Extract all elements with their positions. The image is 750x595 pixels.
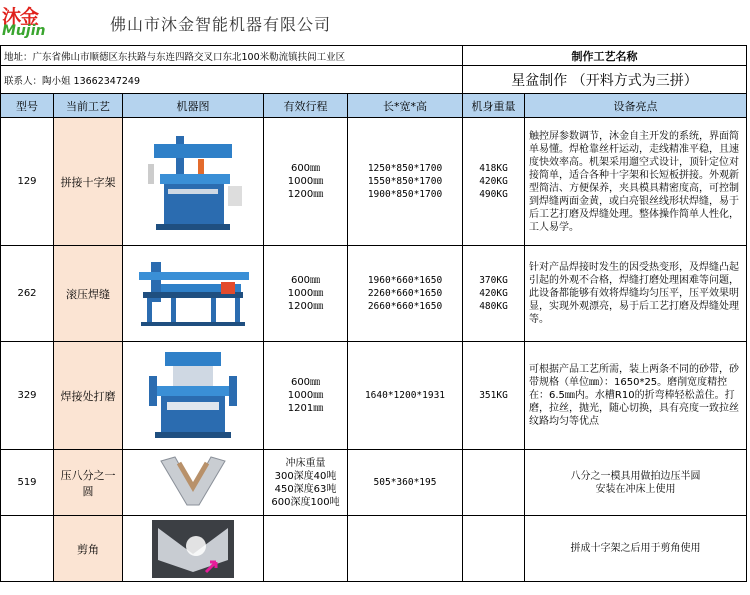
logo-text-cn: 沐金 (2, 6, 39, 28)
company-logo (2, 2, 44, 42)
weight-value: 420KG (479, 288, 508, 299)
features-cell: 可根据产品工艺所需，装上两条不同的砂带，砂带规格（单位㎜）：1650*25。磨削宽度精控在：6.5㎜内。水槽R10的折弯棒轻松盖住。打磨，拉丝，抛光，随心切换，具有亮度一致拉丝纹路均匀等优点 (525, 342, 747, 450)
features-cell: 八分之一模具用做拍边压半圆 安装在冲床上使用 (525, 450, 747, 516)
company-name: 佛山市沐金智能机器有限公司 (110, 15, 332, 34)
header (0, 0, 750, 45)
machine-image (123, 450, 264, 516)
machine-image (123, 246, 264, 342)
col-stroke: 有效行程 (264, 94, 348, 118)
dimensions-cell (348, 450, 463, 516)
weight-value: 420KG (479, 176, 508, 187)
weight-value: 480KG (479, 301, 508, 312)
dimensions-cell (348, 516, 463, 582)
stroke-value: 1000㎜ (287, 176, 324, 187)
dimension-value: 2660*660*1650 (367, 301, 443, 312)
machine-image (123, 516, 264, 582)
dimensions-cell (348, 342, 463, 450)
table-row (1, 342, 747, 450)
weight-value: 370KG (479, 275, 508, 286)
process-cell: 剪角 (54, 516, 123, 582)
machine-image (123, 118, 264, 246)
stroke-value: 1000㎜ (287, 288, 324, 299)
machine-image (123, 342, 264, 450)
process-cell: 滚压焊缝 (54, 246, 123, 342)
weight-value: 418KG (479, 163, 508, 174)
stroke-cell (264, 450, 348, 516)
stroke-value: 600㎜ (290, 163, 321, 174)
stroke-cell (264, 118, 348, 246)
table-row (1, 246, 747, 342)
contact: 联系人：陶小姐 13662347249 (1, 66, 463, 94)
weight-value: 351KG (479, 390, 508, 401)
column-header-row (1, 94, 747, 118)
stroke-cell (264, 246, 348, 342)
col-process: 当前工艺 (54, 94, 123, 118)
process-cell: 压八分之一圆 (54, 450, 123, 516)
stroke-value: 600深度100吨 (271, 496, 340, 508)
weight-cell (463, 516, 525, 582)
col-weight: 机身重量 (463, 94, 525, 118)
stroke-cell (264, 516, 348, 582)
dimension-value: 1900*850*1700 (367, 189, 443, 200)
model-cell (1, 516, 54, 582)
corner-cutting-photo-icon (152, 520, 234, 578)
weight-cell (463, 118, 525, 246)
dimension-value: 1960*660*1650 (367, 275, 443, 286)
model-cell: 519 (1, 450, 54, 516)
logo-text-en: Mujin (2, 23, 46, 39)
stroke-value: 600㎜ (290, 377, 321, 388)
col-image: 机器图 (123, 94, 264, 118)
col-features: 设备亮点 (525, 94, 747, 118)
seam-roller-machine-icon (131, 254, 256, 334)
stroke-value: 1200㎜ (287, 189, 324, 200)
stroke-value: 冲床重量 (285, 457, 326, 469)
dimension-value: 1250*850*1700 (367, 163, 443, 174)
craft-title: 星盆制作 （开料方式为三拼） (463, 66, 747, 94)
table-row (1, 516, 747, 582)
stroke-value: 1000㎜ (287, 390, 324, 401)
dimensions-cell (348, 246, 463, 342)
weight-cell (463, 342, 525, 450)
features-cell: 拼成十字架之后用于剪角使用 (525, 516, 747, 582)
process-cell: 拼接十字架 (54, 118, 123, 246)
craft-label: 制作工艺名称 (463, 46, 747, 66)
weld-grinding-machine-icon (143, 346, 243, 446)
table-row (1, 118, 747, 246)
model-cell: 262 (1, 246, 54, 342)
stroke-value: 450深度63吨 (274, 483, 337, 495)
process-table (0, 45, 747, 582)
table-row (1, 450, 747, 516)
dimension-value: 1640*1200*1931 (364, 390, 446, 401)
weight-cell (463, 246, 525, 342)
process-cell: 焊接处打磨 (54, 342, 123, 450)
stroke-value: 1200㎜ (287, 301, 324, 312)
model-cell: 329 (1, 342, 54, 450)
stroke-value: 1201㎜ (287, 403, 324, 414)
dimension-value: 1550*850*1700 (367, 176, 443, 187)
address: 地址：广东省佛山市顺德区东扶路与东连四路交叉口东北100米勒流镇扶闾工业区 (1, 46, 463, 66)
weight-cell (463, 450, 525, 516)
dimension-value: 2260*660*1650 (367, 288, 443, 299)
col-dimensions: 长*宽*高 (348, 94, 463, 118)
weight-value: 490KG (479, 189, 508, 200)
dimensions-cell (348, 118, 463, 246)
stroke-value: 300深度40吨 (274, 470, 337, 482)
features-cell: 触控屏参数调节，沐金自主开发的系统，界面简单易懂。焊枪靠丝杆运动，走线精准平稳，且速度快效率高。机架采用遛空式设计，顶针定位对接简单，适合各种十字架和长短板拼接。外观新型简洁、方便保养，夹具模具精密度高，可控制到焊缝两面金黄，或白亮银丝线形状焊缝，易于后工艺打磨及焊缝处理。整体操作简单人性化，工人易学。 (525, 118, 747, 246)
dimension-value: 505*360*195 (373, 477, 437, 488)
stroke-value: 600㎜ (290, 275, 321, 286)
seam-welder-machine-icon (138, 124, 248, 239)
stroke-cell (264, 342, 348, 450)
col-model: 型号 (1, 94, 54, 118)
features-cell: 针对产品焊接时发生的因受热变形，及焊缝凸起引起的外观不合格，焊缝打磨处理困难等问题，此设备都能够有效将焊缝均匀压平，压平效果明显，实现外观漂亮，易于后工艺打磨及焊缝处理等。 (525, 246, 747, 342)
eighth-round-die-icon (153, 453, 233, 513)
model-cell: 129 (1, 118, 54, 246)
